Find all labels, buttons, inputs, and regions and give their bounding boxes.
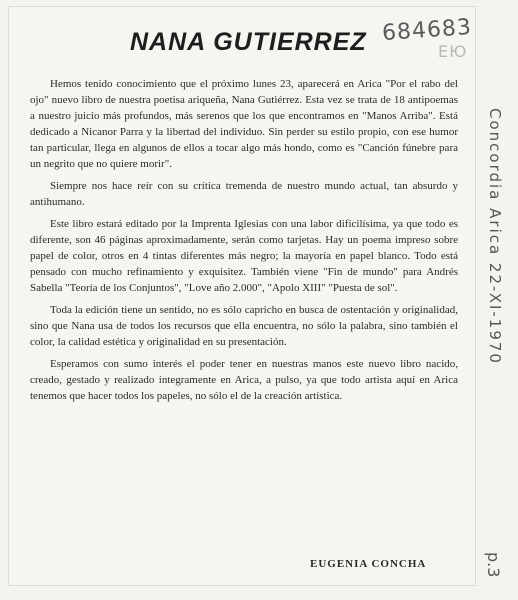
article-paragraph: Hemos tenido conocimiento que el próximo lunes 23, aparecerá en Arica "Por el rabo del ojo" nuevo libro de nuestra poetisa ariqueña, Nana Gutiérrez. Esta vez se trata de 18 antipoemas a nuestro juicio más profundos, más serenos que los que encontramos en "Manos Arriba". Está dedicado a Nicanor Parra y la libertad del individuo. Sin perder su estilo propio, con ese humor tan particular, llega en algunos de ellos a tocar algo más hondo, como es "Canción fúnebre para un negrito que no quiere morir".: [30, 78, 458, 170]
article-paragraph: Este libro estará editado por la Imprenta Iglesias con una labor dificilísima, ya que todo es diferente, son 46 páginas aproximadamente, serán como tarjetas. Hay un poema impreso sobre papel de color, otros en 4 tintas diferentes más negro; la mayoría en papel blanco. Todo está pensado con mucho refinamiento y exquisitez. También viene "Fin de mundo" para Andrés Sabella "Teoría de los Conjuntos", "Love año 2.000", "Apolo XIII" "Puesta de sol".: [30, 218, 458, 294]
article-body: [30, 76, 458, 410]
article-paragraph: Siempre nos hace reír con su crítica tremenda de nuestro mundo actual, tan absurdo y antihumano.: [30, 180, 458, 208]
handwritten-page-number: p.3: [484, 552, 503, 578]
author-signature: EUGENIA CONCHA: [310, 558, 427, 570]
bleed-through-text: ЕЮ: [438, 42, 468, 61]
article-title: NANA GUTIERREZ: [130, 28, 367, 56]
article-paragraph: Toda la edición tiene un sentido, no es sólo capricho en busca de ostentación y originalidad, sino que Nana usa de todos los recursos que ella encuentra, no sólo la palabra, sino también el color, la calidad estética y originalidad en su presentación.: [30, 304, 458, 348]
article-paragraph: Esperamos con sumo interés el poder tener en nuestras manos este nuevo libro nacido, creado, gestado y realizado íntegramente en Arica, a pulso, ya que todo artista aquí en Arica tenemos que hacer todos los papeles, no sólo el de la creación artística.: [30, 358, 458, 402]
handwritten-catalog-number: 684683: [381, 14, 473, 47]
handwritten-source-date: Concordia Arica 22-XI-1970: [486, 108, 504, 365]
